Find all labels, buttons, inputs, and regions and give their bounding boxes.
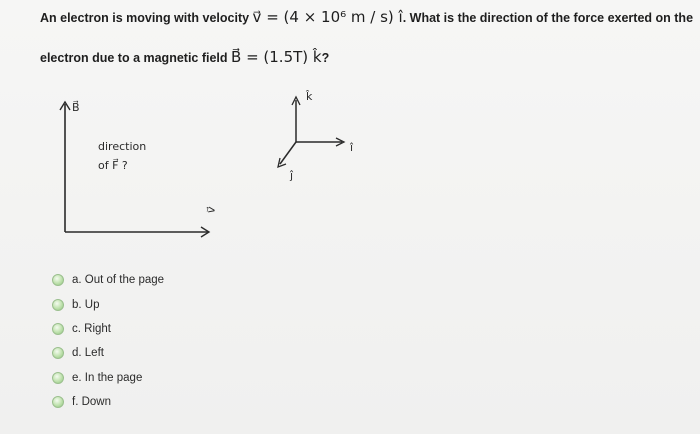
- option-out-of-the-page[interactable]: [52, 268, 252, 292]
- option-label: f. Down: [72, 396, 111, 409]
- option-in-the-page[interactable]: [52, 366, 252, 390]
- i-label: î: [350, 141, 354, 154]
- k-label: k̂: [306, 90, 313, 103]
- option-label: b. Up: [72, 298, 100, 311]
- option-down[interactable]: [52, 390, 252, 414]
- option-label: a. Out of the page: [72, 274, 165, 287]
- j-label: ĵ: [290, 169, 294, 182]
- option-label: c. Right: [72, 322, 111, 335]
- radio-button[interactable]: [52, 274, 64, 286]
- question-line-1: [40, 10, 693, 25]
- v-label: v⃗: [204, 205, 219, 215]
- direction-label-line-1: direction: [98, 140, 147, 153]
- question-line-2-prefix: electron due to a magnetic field: [40, 51, 232, 65]
- radio-button[interactable]: [52, 372, 64, 384]
- magnetic-field-expression: B⃗ = (1.5T) k̂: [231, 48, 322, 66]
- option-up[interactable]: [52, 292, 252, 316]
- sketch-drawing: [40, 80, 420, 260]
- radio-button[interactable]: [52, 299, 64, 311]
- question-line-1-prefix: An electron is moving with velocity: [40, 11, 253, 25]
- option-label: d. Left: [72, 347, 104, 360]
- radio-button[interactable]: [52, 347, 64, 359]
- b-label: B⃗: [72, 101, 80, 114]
- answer-options: [52, 268, 252, 414]
- direction-label-line-2: of F⃗ ?: [98, 159, 128, 172]
- option-left[interactable]: [52, 341, 252, 365]
- question-line-2-suffix: ?: [321, 51, 330, 65]
- question-line-2: [40, 50, 329, 65]
- hand-drawn-sketch: [40, 80, 420, 260]
- option-label: e. In the page: [72, 371, 143, 384]
- option-right[interactable]: [52, 317, 252, 341]
- question-line-1-suffix: . What is the direction of the force exerted on the: [402, 11, 694, 25]
- velocity-expression: v⃗ = (4 × 10⁶ m / s) î: [252, 8, 403, 26]
- radio-button[interactable]: [52, 396, 64, 408]
- j-axis-line: [280, 142, 296, 164]
- radio-button[interactable]: [52, 323, 64, 335]
